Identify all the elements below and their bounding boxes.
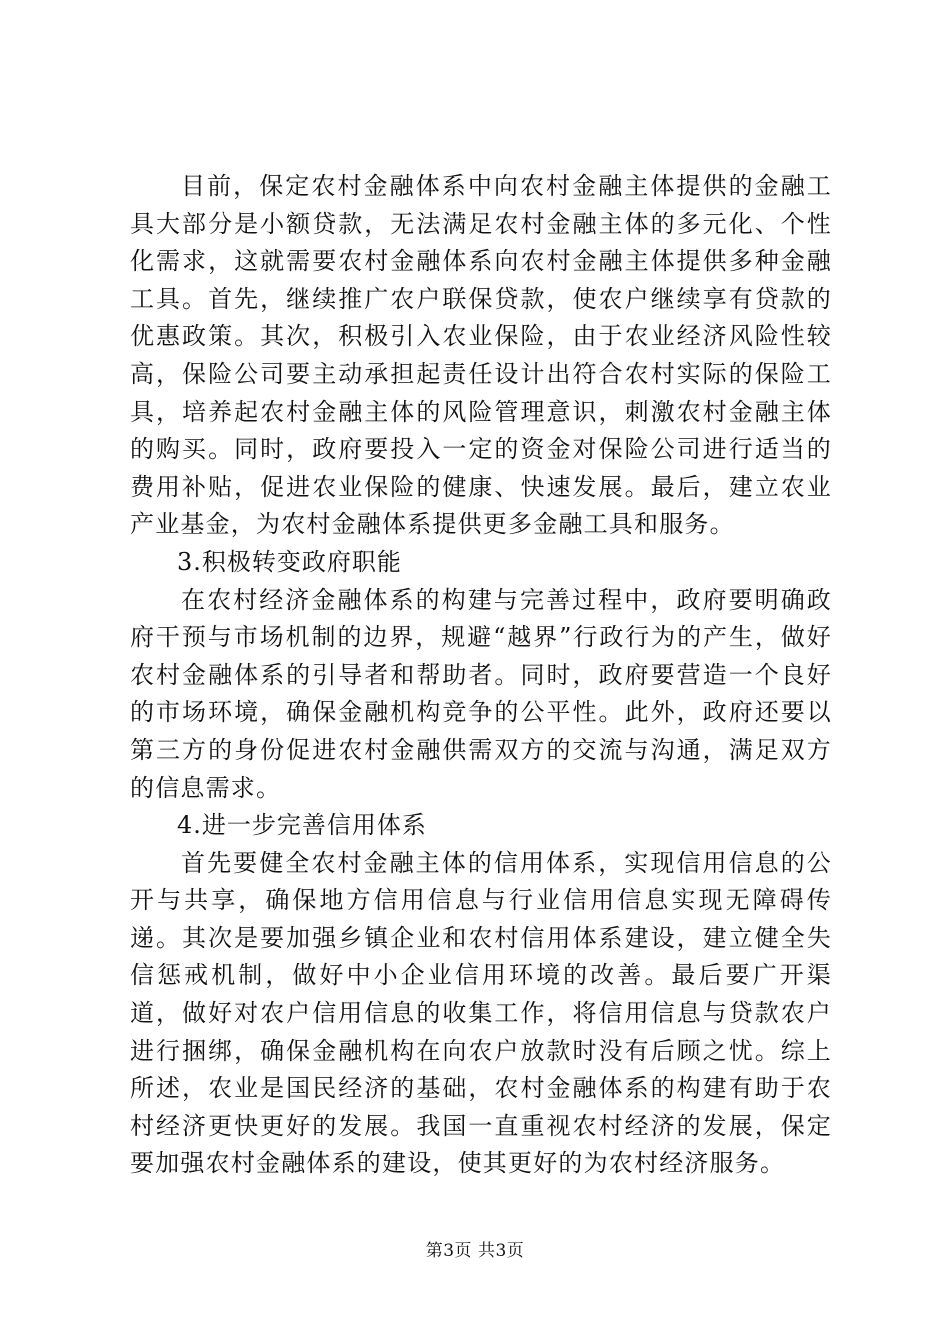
paragraph-government-functions: 在农村经济金融体系的构建与完善过程中，政府要明确政府干预与市场机制的边界，规避“越界”行政行为的产生，做好农村金融体系的引导者和帮助者。同时，政府要营造一个良好的市场环境，确保金融机构竞争的公平性。此外，政府还要以第三方的身份促进农村金融供需双方的交流与沟通，满足双方的信息需求。 (130, 585, 832, 802)
section-heading-government-functions: 3.积极转变政府职能 (177, 547, 402, 576)
paragraph-financial-tools: 目前，保定农村金融体系中向农村金融主体提供的金融工具大部分是小额贷款，无法满足农村金融主体的多元化、个性化需求，这就需要农村金融体系向农村金融主体提供多种金融工具。首先，继续推广农户联保贷款，使农户继续享有贷款的优惠政策。其次，积极引入农业保险，由于农业经济风险性较高，保险公司要主动承担起责任设计出符合农村实际的保险工具，培养起农村金融主体的风险管理意识，刺激农村金融主体的购买。同时，政府要投入一定的资金对保险公司进行适当的费用补贴，促进农业保险的健康、快速发展。最后，建立农业产业基金，为农村金融体系提供更多金融工具和服务。 (130, 172, 832, 539)
section-heading-credit-system: 4.进一步完善信用体系 (177, 811, 427, 840)
page-number-footer: 第3页 共3页 (425, 1241, 525, 1261)
paragraph-credit-system: 首先要健全农村金融主体的信用体系，实现信用信息的公开与共享，确保地方信用信息与行业信用信息实现无障碍传递。其次是要加强乡镇企业和农村信用体系建设，建立健全失信惩戒机制，做好中小企业信用环境的改善。最后要广开渠道，做好对农户信用信息的收集工作，将信用信息与贷款农户进行捆绑，确保金融机构在向农户放款时没有后顾之忧。综上所述，农业是国民经济的基础，农村金融体系的构建有助于农村经济更快更好的发展。我国一直重视农村经济的发展，保定要加强农村金融体系的建设，使其更好的为农村经济服务。 (130, 848, 832, 1178)
document-body (130, 168, 832, 1183)
